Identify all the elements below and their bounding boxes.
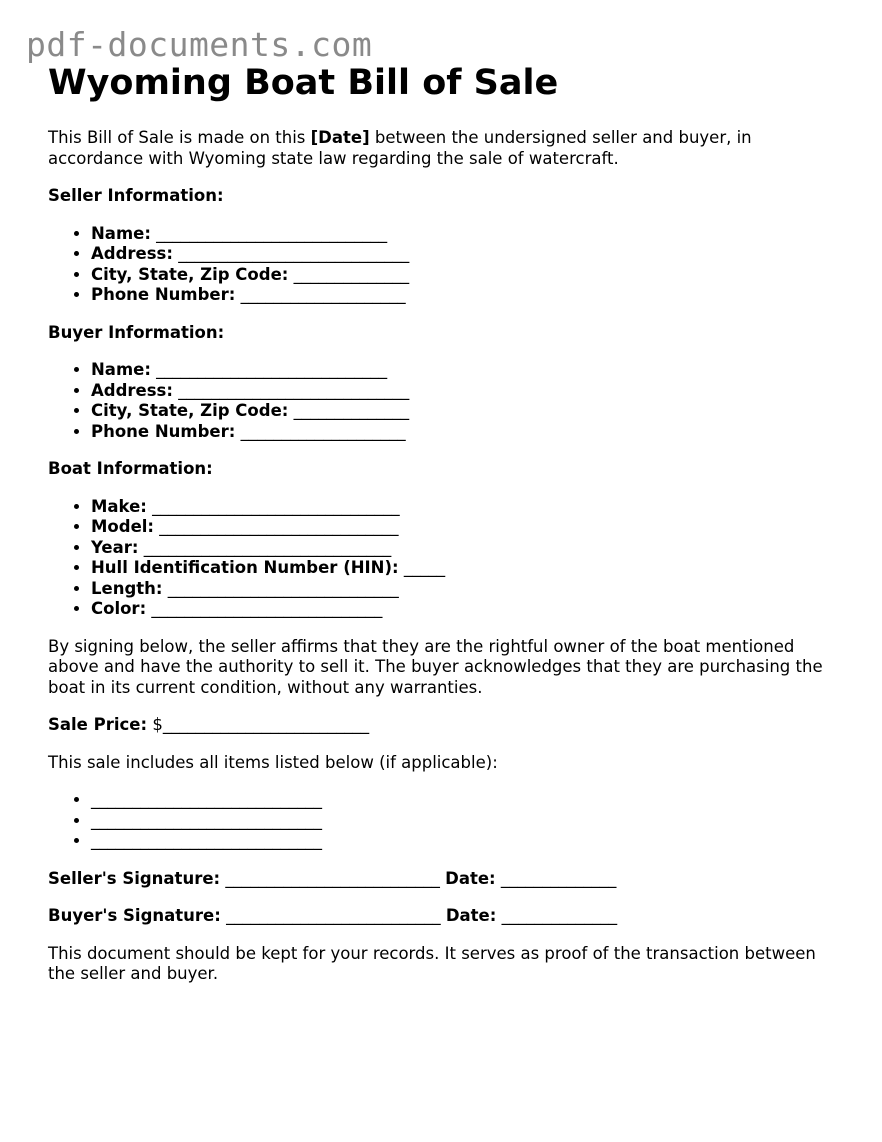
document-page	[48, 62, 848, 1002]
boat-model-field	[91, 517, 848, 538]
closing-paragraph: This document should be kept for your records. It serves as proof of the transaction between the seller and buyer.	[48, 943, 816, 983]
field-label: Name:	[91, 223, 151, 243]
buyer-city-field	[91, 401, 848, 422]
items-intro: This sale includes all items listed below (if applicable):	[48, 752, 498, 772]
list-item: • ____________________________	[91, 811, 848, 832]
field-blank: ____________________	[235, 421, 406, 441]
boat-year-field	[91, 538, 848, 559]
signature-blank: __________________________	[220, 868, 446, 888]
seller-city-field	[91, 265, 848, 286]
items-list	[48, 790, 848, 852]
boat-hin-field	[91, 558, 848, 579]
field-label: Year:	[91, 537, 139, 557]
field-label: Model:	[91, 517, 155, 536]
field-label: Address:	[91, 244, 173, 263]
watermark: pdf-documents.com	[26, 25, 373, 64]
field-label: Name:	[91, 360, 151, 379]
sale-price-blank: $_________________________	[147, 715, 370, 734]
field-label: Phone Number:	[91, 285, 236, 304]
boat-length-field	[91, 579, 848, 600]
field-label: City, State, Zip Code:	[91, 401, 289, 420]
buyer-fields	[48, 360, 848, 442]
field-blank: ____________________________	[172, 380, 410, 400]
seller-heading: Seller Information:	[48, 186, 224, 205]
field-label: Color:	[91, 599, 147, 618]
signature-label: Buyer's Signature:	[48, 906, 221, 925]
seller-signature-line	[48, 869, 848, 890]
list-item: • ____________________________	[91, 790, 848, 811]
buyer-phone-field	[91, 422, 848, 443]
field-label: Hull Identification Number (HIN):	[91, 558, 399, 577]
seller-name-field	[91, 224, 848, 245]
sale-price-label: Sale Price:	[48, 715, 148, 734]
field-blank: ____________________________	[150, 223, 388, 243]
field-blank: ____________________________	[150, 360, 388, 379]
list-item: • ____________________________	[91, 831, 848, 852]
field-label: Length:	[91, 578, 163, 598]
date-label: Date:	[445, 906, 497, 925]
field-label: Make:	[91, 496, 147, 516]
signature-label: Seller's Signature:	[48, 868, 221, 888]
seller-phone-field	[91, 285, 848, 306]
affirmation-paragraph: By signing below, the seller affirms that they are the rightful owner of the boat mentioned above and have the authority to sell it. The buyer acknowledges that they are purchasing the boat in its current condition, without any warranties.	[48, 636, 823, 697]
boat-fields	[48, 497, 848, 620]
buyer-address-field	[91, 381, 848, 402]
field-blank: ______________________________	[146, 496, 400, 516]
sale-price-line	[48, 715, 848, 736]
buyer-signature-line	[48, 906, 848, 927]
boat-color-field	[91, 599, 848, 620]
field-label: Phone Number:	[91, 421, 236, 441]
boat-heading: Boat Information:	[48, 459, 213, 478]
field-blank: ____________________________	[146, 599, 383, 618]
boat-make-field	[91, 497, 848, 518]
field-blank: _____________________________	[154, 517, 399, 536]
date-blank: ______________	[495, 868, 617, 888]
field-blank: ____________________	[235, 285, 406, 304]
field-blank: _____	[398, 558, 446, 577]
page-title: Wyoming Boat Bill of Sale	[48, 63, 559, 103]
buyer-heading: Buyer Information:	[48, 322, 225, 342]
field-blank: ______________	[288, 264, 410, 284]
signature-blank: __________________________	[220, 906, 446, 925]
date-blank: ______________	[496, 906, 618, 925]
date-label: Date:	[445, 868, 496, 888]
intro-after: between the undersigned seller and buyer, in accordance with Wyoming state law regarding the sale of watercraft.	[48, 128, 752, 168]
seller-fields	[48, 224, 848, 306]
field-blank: ____________________________	[162, 578, 399, 598]
field-label: Address:	[91, 380, 173, 400]
date-placeholder: [Date]	[310, 128, 370, 147]
field-blank: ______________________________	[138, 537, 392, 557]
field-blank: ____________________________	[172, 244, 410, 263]
field-label: City, State, Zip Code:	[91, 264, 289, 284]
intro-paragraph	[48, 128, 848, 169]
seller-address-field	[91, 244, 848, 265]
intro-before: This Bill of Sale is made on this	[48, 128, 311, 147]
buyer-name-field	[91, 360, 848, 381]
field-blank: ______________	[288, 401, 410, 420]
